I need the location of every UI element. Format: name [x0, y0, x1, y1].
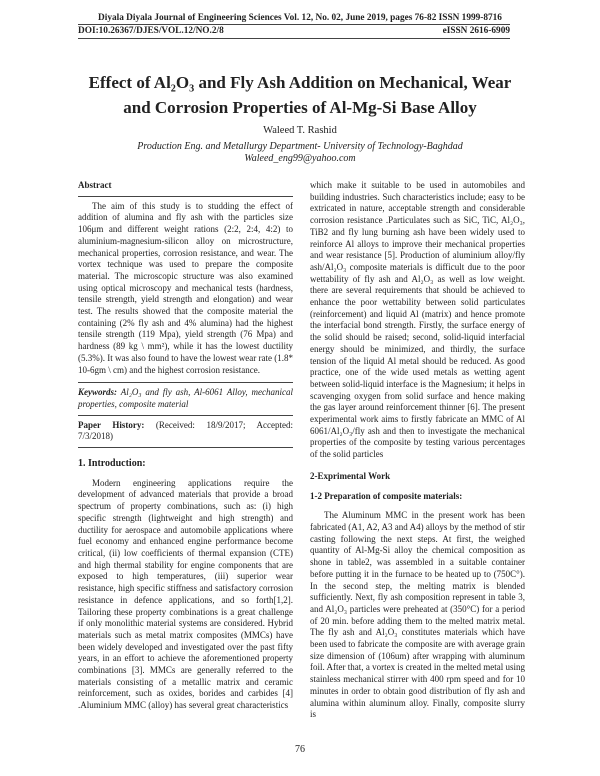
affiliation: Production Eng. and Metallurgy Department- University of Technology-Baghdad [137, 141, 463, 152]
keywords-rule [78, 382, 293, 383]
left-column [78, 180, 293, 712]
doi: DOI:10.26367/DJES/VOL.12/NO.2/8 [78, 26, 224, 36]
affiliation-block [0, 141, 600, 165]
title-line-1: Effect of Al₂O₃ and Fly Ash Addition on Mechanical, Wear [88, 73, 512, 92]
eissn: eISSN 2616-6909 [442, 26, 510, 36]
keywords [78, 387, 293, 410]
doi-line [78, 26, 510, 36]
header-rule-bottom [78, 38, 510, 39]
paper-history [78, 420, 293, 443]
history-rule [78, 415, 293, 416]
journal-header: Diyala Diyala Journal of Engineering Sciences Vol. 12, No. 02, June 2019, pages 76-82 ISSN 1999-8716 [98, 13, 502, 23]
preparation-heading: 1-2 Preparation of composite materials: [310, 490, 463, 501]
experimental-heading: 2-Exprimental Work [310, 470, 391, 481]
history-rule-bottom [78, 447, 293, 448]
preparation-text: The Aluminum MMC in the present work has been fabricated (A1, A2, A3 and A4) alloys by the method of stir casting following the next steps. At first, the weighed quantity of Al-Mg-Si alloy the chemical composition as shone in table2, was assembled in a suitable container before putting it in the furnace to be heated up to (750C°). In the second step, the melting matrix is blended sufficiently. Next, fly ash composition represent in table 3, and Al₂O₃ particles were preheated at (350°C) for a period of 20 min. before adding them to the melted matrix metal. The fly ash and Al₂O₃ constitutes materials which have been used to fabricate the composite are with average grain size dimension of (106um) after wrapping with aluminum foil. After that, a vortex is created in the melted metal using stainless mechanical stirrer with 400 rpm speed and for 10 minutes in order to obtain good distribution of fly ash and alumina within aluminum alloy. Finally, composite slurry is [310, 510, 525, 720]
abstract-text: The aim of this study is to studding the effect of addition of alumina and fly ash with the particles size 106μm and different weight rations (2:2, 2:4, 4:2) to aluminium-magnesium-silicon alloy on microstructure, mechanical properties, corrosion resistance, and wear. The vortex technique was used to prepare the composite material. The microscopic structure was also examined using optical microscopy and mechanical tests (hardness, tensile strength, yield strength and elongation) and wear test. The results showed that the composite material the containing (2% fly ash and 4% alumina) had the highest tensile strength (119 Mpa), yield strength (76 Mpa) and hardness (89 kg \ mm²), while it has the lowest ductility (5.3%). It was also found to have the lowest wear rate (1.8* 10-6gm \ cm) and the highest corrosion resistance. [78, 200, 293, 375]
keywords-text: Al₂O₃ and fly ash, Al-6061 Alloy, mechanical properties, composite material [78, 387, 293, 409]
header-rule-top [78, 24, 510, 25]
history-text: (Received: 18/9/2017; Accepted: 7/3/2018) [78, 419, 293, 442]
title-line-2: and Corrosion Properties of Al-Mg-Si Base Alloy [123, 98, 477, 117]
paper-title [0, 70, 600, 120]
page-number: 76 [295, 744, 305, 755]
right-column [310, 180, 525, 721]
history-label: Paper History: [78, 419, 145, 430]
keywords-label: Keywords: [78, 387, 117, 398]
email: Waleed_eng99@yahoo.com [244, 153, 356, 164]
author: Waleed T. Rashid [263, 125, 337, 136]
intro-text: Modern engineering applications require the development of advanced materials that provide a broad spectrum of property combinations, such as: (i) high specific strength (lightweight and high strength) and ductility for aerospace and automobile applications where fuel economy and enhanced engine performance become critical, (ii) low coefficients of thermal expansion (CTE) and high thermal stability for engine components that are exposed to high temperatures, (iii) superior wear resistance, high specific stiffness and satisfactory corrosion resistance in defence applications, and so forth[1,2]. Tailoring these property combinations is a great challenge if only monolithic material systems are considered. Hybrid materials such as metal matrix composites (MMCs) have been widely developed and investigated over the past fifty years, in an effort to achieve the aforementioned property combinations [3]. MMCs are generally referred to the materials consisting of a metallic matrix and ceramic reinforcement, such as oxides, borides and carbides [4] .Aluminium MMC (alloy) has several great characteristics [78, 477, 293, 711]
abstract-rule [78, 196, 293, 197]
intro-continued: which make it suitable to be used in automobiles and building industries. Such characteristics include; easy to be extricated in nature, acceptable strength and considerable corrosion resistance .Particulates such as SiC, TiC, Al₂O₃, TiB2 and fly lung burning ash have been widely used to reinforce Al alloys to improve their mechanical properties and wear resistance [5]. Production of aluminium alloy/fly ash/Al₂O₃ composite materials is difficult due to the poor wettability of fly ash and Al₂O₃ as well as low weight. there are several requirements that should be achieved to enhance the poor wettability between solid particulates (reinforcement) and liquid Al (matrix) and hence promote the interfacial bond strength. Firstly, the surface energy of the solid should be raised; second, solid-liquid interfacial energy should be minimized, and thirdly, the surface tension of the liquid Al metal should be reduced. As good practice, one of the wide used metals as wetting agent between solid-liquid interface is the Magnesium; it helps in scavenging oxygen from solid surface and hence making the gas layer around reinforcement thinner [6]. The present experimental work aims to firstly fabricate an MMC of Al 6061/Al₂O₃/fly ash and then to investigate the mechanical properties of the composite by testing various percentages of the solid particles [310, 180, 525, 460]
intro-heading: 1. Introduction: [78, 458, 146, 470]
abstract-heading: Abstract [78, 180, 112, 190]
